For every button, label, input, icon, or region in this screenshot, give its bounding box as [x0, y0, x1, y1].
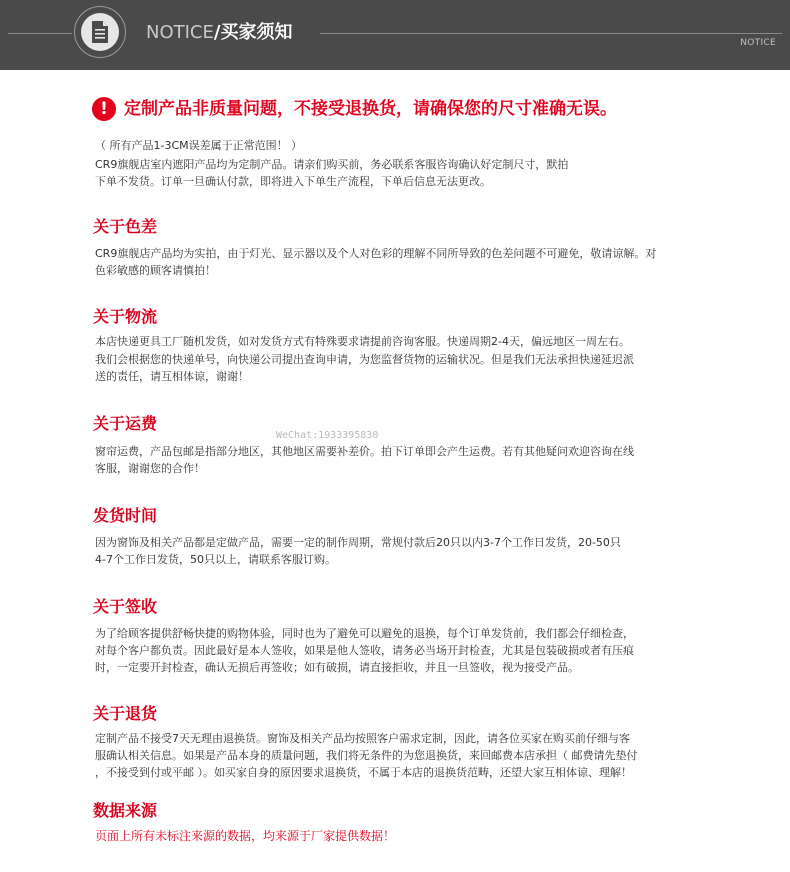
section-title-color: 关于色差: [93, 217, 158, 236]
section-title-returns: 关于退货: [93, 704, 158, 723]
header-title: [146, 21, 292, 45]
section-fee-line-1: 窗帘运费，产品包邮是指部分地区，其他地区需要补差价。拍下订单即会产生运费。若有其他疑问欢迎咨询在线: [95, 445, 634, 458]
section-returns-line-2: 服确认相关信息。如果是产品本身的质量问题，我们将无条件的为您退换货，来回邮费本店承担（ 邮费请先垫付: [95, 749, 638, 762]
section-delivery-line-2: 4-7个工作日发货，50只以上，请联系客服订购。: [95, 553, 336, 566]
intro-line-1: CR9旗舰店室内遮阳产品均为定制产品。请亲们购买前，务必联系客服咨询确认好定制尺寸，默拍: [95, 158, 569, 171]
intro-line-2: 下单不发货。订单一旦确认付款，即将进入下单生产流程，下单后信息无法更改。: [95, 175, 491, 188]
document-icon: [90, 20, 110, 44]
section-title-data-source: 数据来源: [93, 801, 158, 820]
section-color-line-1: CR9旗舰店产品均为实拍，由于灯光、显示器以及个人对色彩的理解不同所导致的色差问题不可避免，敬请谅解。对: [95, 247, 657, 260]
header-icon-badge: [74, 6, 126, 58]
section-data-source-line-1: 页面上所有未标注来源的数据，均来源于厂家提供数据！: [95, 829, 396, 843]
section-logistics-line-1: 本店快递更具工厂随机发货，如对发货方式有特殊要求请提前咨询客服。快递周期2-4天，偏远地区一周左右。: [95, 335, 630, 348]
notice-header: [0, 0, 790, 70]
section-receipt-line-1: 为了给顾客提供舒畅快捷的购物体验，同时也为了避免可以避免的退换，每个订单发货前，我们都会仔细检查，: [95, 627, 634, 640]
section-fee-line-2: 客服，谢谢您的合作！: [95, 462, 205, 475]
section-delivery-line-1: 因为窗饰及相关产品都是定做产品，需要一定的制作周期，常规付款后20只以内3-7个工作日发货，20-50只: [95, 536, 621, 549]
header-title-cn: /买家须知: [213, 22, 293, 43]
section-title-logistics: 关于物流: [93, 307, 158, 326]
intro-note: （ 所有产品1-3CM误差属于正常范围！ ）: [95, 139, 303, 152]
exclamation-icon: !: [92, 97, 116, 121]
section-color-line-2: 色彩敏感的顾客请慎拍！: [95, 264, 216, 277]
section-receipt-line-2: 对每个客户都负责。因此最好是本人签收，如果是他人签收，请务必当场开封检查，尤其是包装破损或者有压痕: [95, 644, 634, 657]
header-line-left: [8, 33, 72, 34]
header-title-en: NOTICE: [146, 22, 214, 43]
warning-text: 定制产品非质量问题，不接受退换货，请确保您的尺寸准确无误。: [124, 99, 617, 119]
section-returns-line-3: ，不接受到付或平邮 ）。如买家自身的原因要求退换货，不属于本店的退换货范畴，还望大家互相体谅、理解！: [95, 766, 632, 779]
watermark: WeChat:1933395830: [276, 430, 379, 441]
section-logistics-line-2: 我们会根据您的快递单号，向快递公司提出查询申请，为您监督货物的运输状况。但是我们无法承担快递延迟派: [95, 353, 634, 366]
section-logistics-line-3: 送的责任，请互相体谅，谢谢！: [95, 370, 249, 383]
section-title-shipping-fee: 关于运费: [93, 414, 158, 433]
warning-banner: [92, 97, 752, 123]
section-returns-line-1: 定制产品不接受7天无理由退换货。窗饰及相关产品均按照客户需求定制，因此，请各位买家在购买前仔细与客: [95, 732, 630, 745]
section-title-receipt: 关于签收: [93, 597, 158, 616]
header-line-right: [320, 33, 782, 34]
section-title-delivery-time: 发货时间: [93, 506, 158, 525]
header-right-label: NOTICE: [740, 38, 776, 48]
section-receipt-line-3: 时，一定要开封检查，确认无损后再签收；如有破损，请直接拒收，并且一旦签收，视为接受产品。: [95, 661, 579, 674]
